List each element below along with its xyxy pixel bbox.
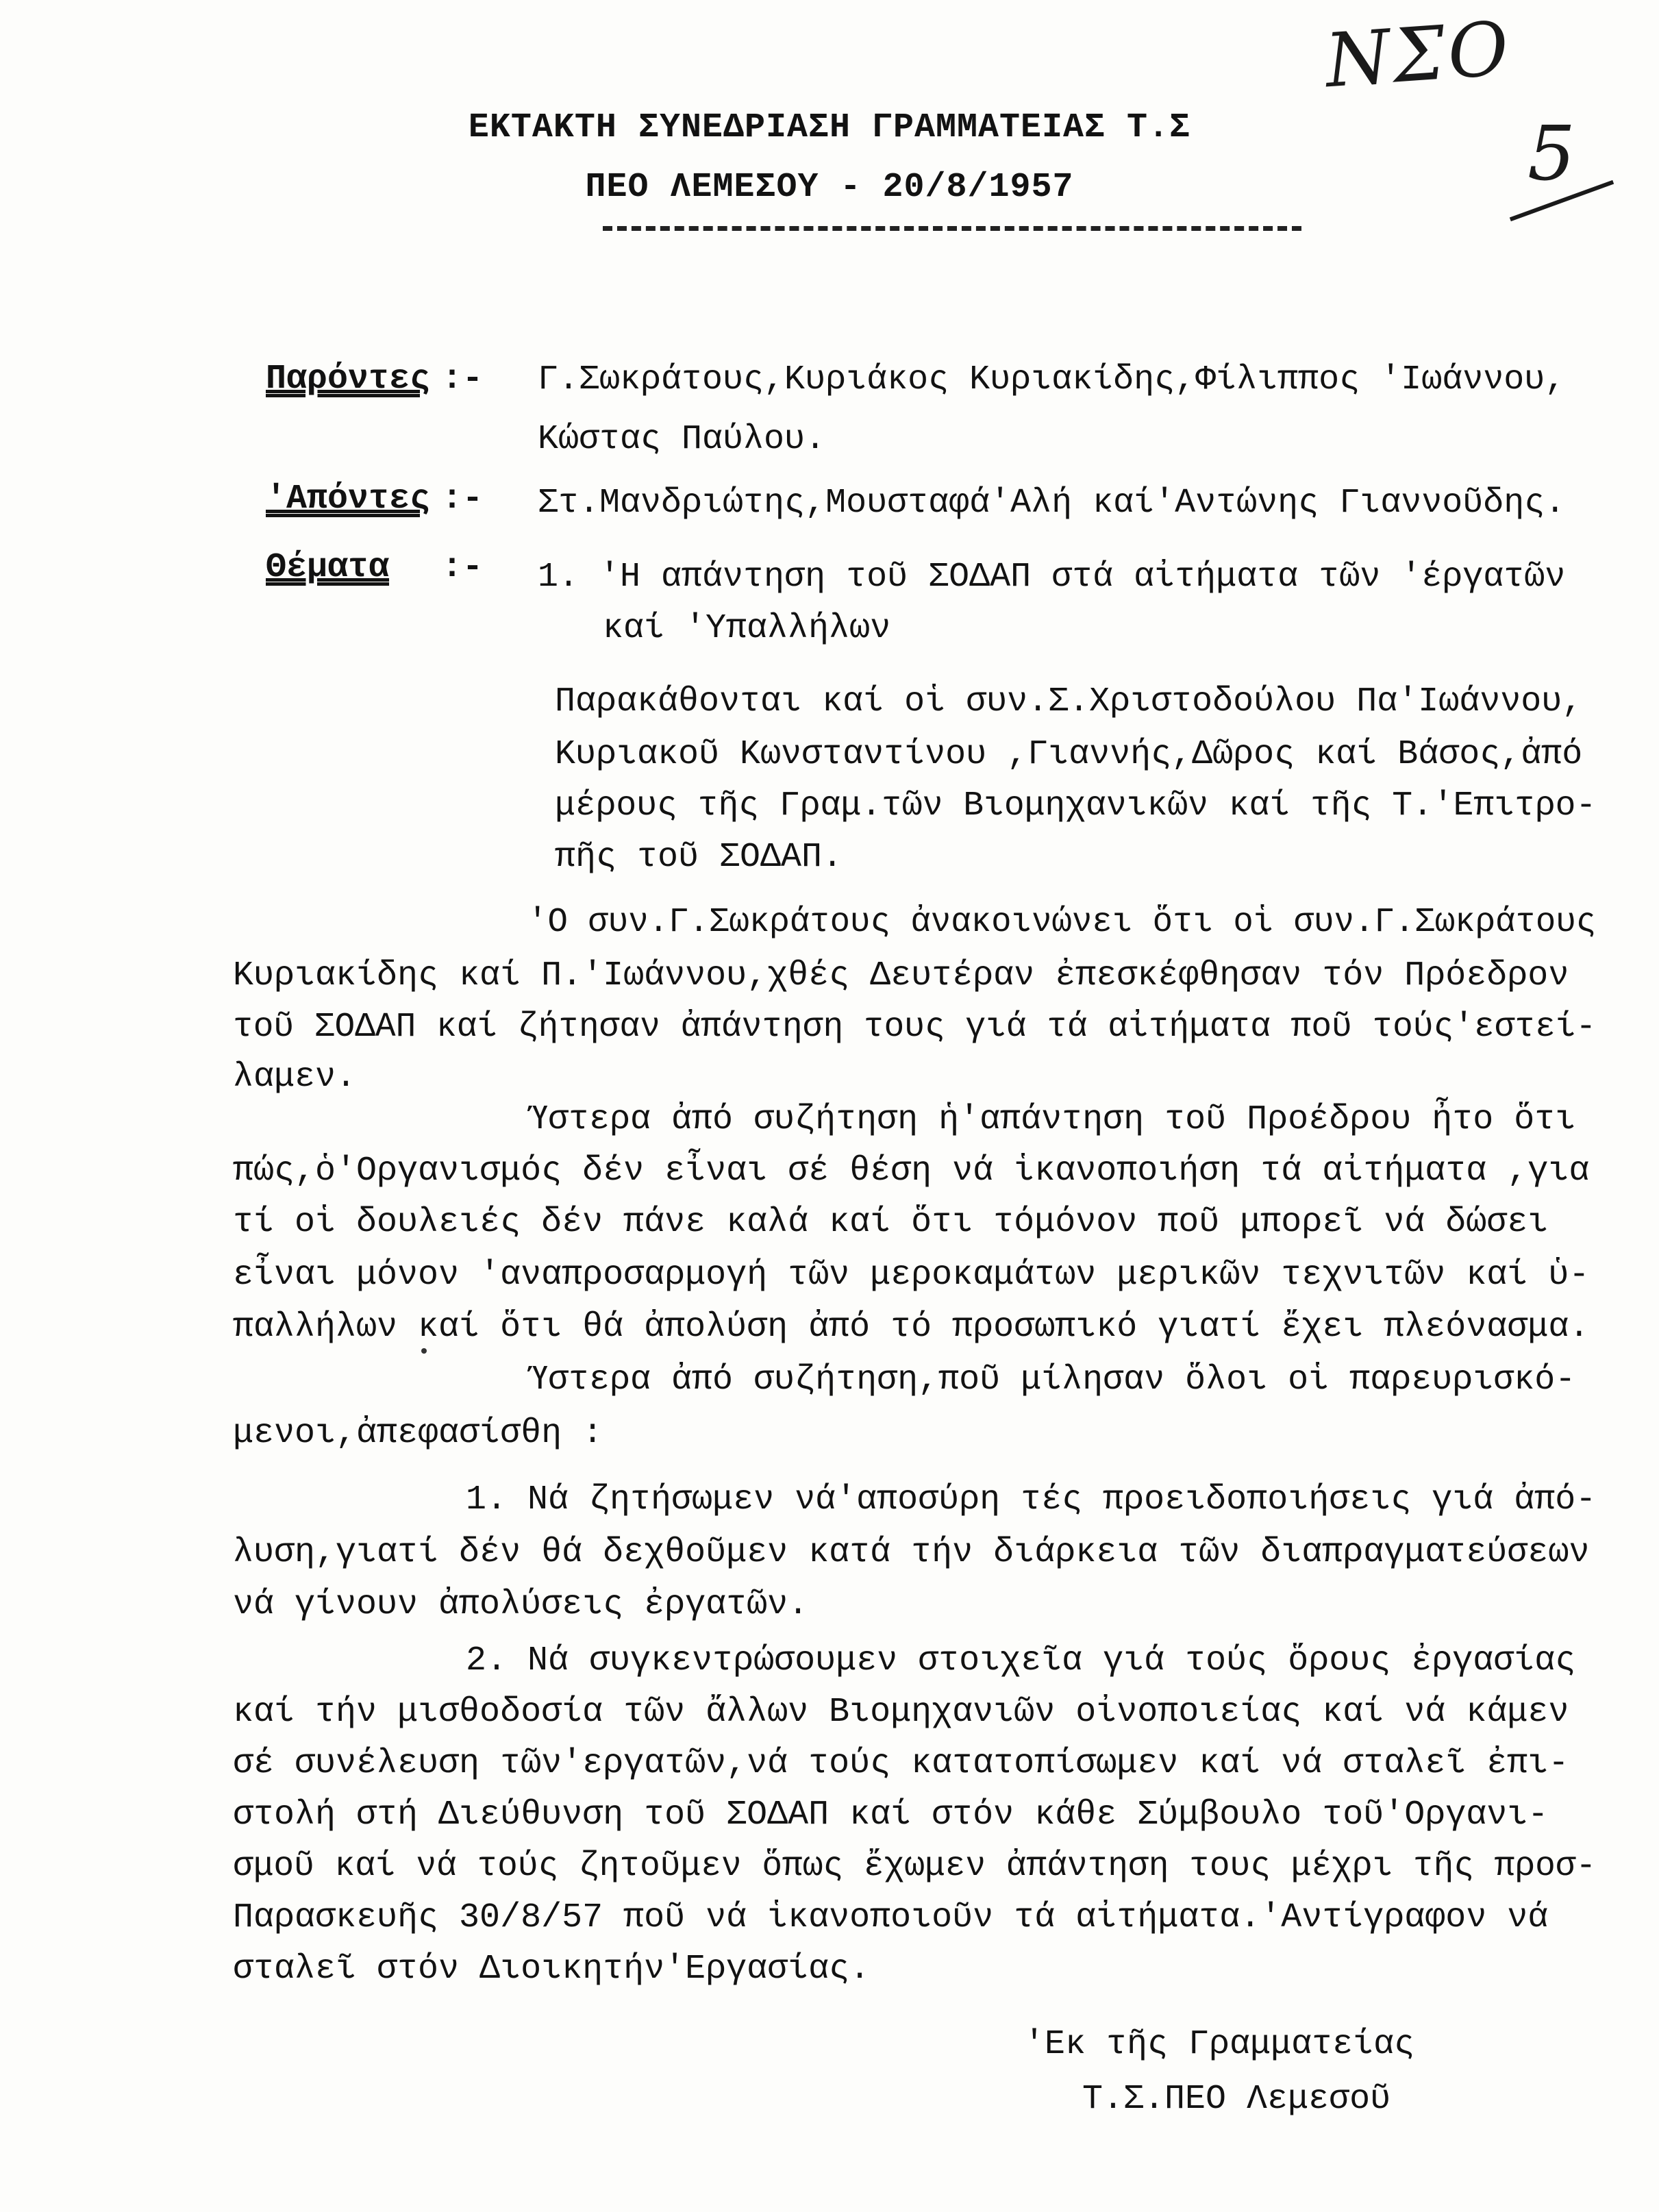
decision-line: λυση,γιατί δέν θά δεχθοῦμεν κατά τήν διάρκεια τῶν διαπραγματεύσεων bbox=[233, 1533, 1590, 1572]
handwritten-reference: ΝΣΟ bbox=[1322, 5, 1514, 105]
topics-label: Θέματα bbox=[266, 548, 390, 587]
topic-line-2: καί 'Υπαλλήλων bbox=[603, 609, 891, 648]
decision-line: καί τήν μισθοδοσία τῶν ἄλλων Βιομηχανιῶν οἰνοποιείας καί νά κάμεν bbox=[233, 1693, 1569, 1732]
handwritten-page-number: 5 bbox=[1527, 110, 1575, 197]
attendees-line: Παρακάθονται καί οἱ συν.Σ.Χριστοδούλου Πα'Ιωάννου, bbox=[555, 682, 1583, 721]
body-line: μενοι,ἀπεφασίσθη : bbox=[233, 1414, 603, 1453]
decision-line: σμοῦ καί νά τούς ζητοῦμεν ὅπως ἔχωμεν ἀπάντηση τους μέχρι τῆς προσ- bbox=[233, 1847, 1597, 1886]
body-line: Κυριακίδης καί Π.'Ιωάννου,χθές Δευτέραν ἐπεσκέφθησαν τόν Πρόεδρον bbox=[233, 956, 1569, 995]
signature-line-2: Τ.Σ.ΠΕΟ Λεμεσοῦ bbox=[1082, 2080, 1391, 2119]
absent-label: 'Απόντες bbox=[266, 480, 431, 519]
heading-underline bbox=[603, 226, 1301, 231]
present-label: Παρόντες bbox=[266, 360, 431, 399]
body-line: λαμεν. bbox=[233, 1058, 357, 1097]
body-line: εἶναι μόνον 'αναπροσαρμογή τῶν μεροκαμάτων μερικῶν τεχνιτῶν καί ὑ- bbox=[233, 1256, 1590, 1295]
body-line: τοῦ ΣΟΔΑΠ καί ζήτησαν ἀπάντηση τους γιά τά αἰτήματα ποῦ τούς'εστεί- bbox=[233, 1008, 1597, 1047]
body-line: Ύστερα ἀπό συζήτηση,ποῦ μίλησαν ὅλοι οἱ παρευρισκό- bbox=[527, 1360, 1576, 1400]
topic-line-1: 1. 'Η απάντηση τοῦ ΣΟΔΑΠ στά αἰτήματα τῶν 'έργατῶν bbox=[538, 558, 1566, 597]
topics-separator: :- bbox=[442, 548, 484, 587]
speck-mark bbox=[421, 1348, 427, 1354]
absent-names: Στ.Μανδριώτης,Μουσταφά'Αλή καί'Αντώνης Γιαννοῦδης. bbox=[538, 484, 1566, 523]
absent-separator: :- bbox=[442, 480, 484, 519]
attendees-line: πῆς τοῦ ΣΟΔΑΠ. bbox=[555, 838, 843, 877]
present-line-1: Γ.Σωκράτους,Κυριάκος Κυριακίδης,Φίλιππος 'Ιωάννου, bbox=[538, 360, 1566, 399]
heading-line-1: ΕΚΤΑΚΤΗ ΣΥΝΕΔΡΙΑΣΗ ΓΡΑΜΜΑΤΕΙΑΣ Τ.Σ bbox=[468, 108, 1191, 147]
body-line: τί οἱ δουλειές δέν πάνε καλά καί ὅτι τόμόνον ποῦ μπορεῖ νά δώσει bbox=[233, 1203, 1549, 1242]
heading-line-2: ΠΕΟ ΛΕΜΕΣΟΥ - 20/8/1957 bbox=[585, 168, 1074, 207]
body-line: 'Ο συν.Γ.Σωκράτους ἀνακοινώνει ὅτι οἱ συν.Γ.Σωκράτους bbox=[527, 903, 1597, 942]
attendees-line: Κυριακοῦ Κωνσταντίνου ,Γιαννής,Δῶρος καί Βάσος,ἀπό bbox=[555, 735, 1583, 774]
decision-line: σταλεῖ στόν Διοικητήν'Εργασίας. bbox=[233, 1950, 871, 1989]
signature-line-1: 'Εκ τῆς Γραμματείας bbox=[1024, 2025, 1415, 2064]
decision-line: νά γίνουν ἀπολύσεις ἐργατῶν. bbox=[233, 1585, 809, 1624]
body-line: Ύστερα ἀπό συζήτηση ἡ'απάντηση τοῦ Προέδρου ἦτο ὅτι bbox=[527, 1100, 1576, 1139]
body-line: πώς,ὁ'Οργανισμός δέν εἶναι σέ θέση νά ἱκανοποιήση τά αἰτήματα ,για bbox=[233, 1152, 1590, 1191]
attendees-line: μέρους τῆς Γραμ.τῶν Βιομηχανικῶν καί τῆς Τ.'Επιτρο- bbox=[555, 786, 1597, 825]
present-separator: :- bbox=[442, 360, 484, 399]
decision-line: σέ συνέλευση τῶν'εργατῶν,νά τούς κατατοπίσωμεν καί νά σταλεῖ ἐπι- bbox=[233, 1744, 1569, 1783]
present-line-2: Κώστας Παύλου. bbox=[538, 420, 826, 459]
decision-line: Παρασκευῆς 30/8/57 ποῦ νά ἱκανοποιοῦν τά αἰτήματα.'Αντίγραφον νά bbox=[233, 1898, 1549, 1937]
body-line: παλλήλων καί ὅτι θά ἀπολύση ἀπό τό προσωπικό γιατί ἔχει πλεόνασμα. bbox=[233, 1308, 1590, 1347]
decision-line: στολή στή Διεύθυνση τοῦ ΣΟΔΑΠ καί στόν κάθε Σύμβουλο τοῦ'Οργανι- bbox=[233, 1795, 1549, 1835]
decision-line: 1. Νά ζητήσωμεν νά'αποσύρη τές προειδοποιήσεις γιά ἀπό- bbox=[466, 1480, 1597, 1519]
decision-line: 2. Νά συγκεντρώσουμεν στοιχεῖα γιά τούς ὅρους ἐργασίας bbox=[466, 1641, 1576, 1680]
